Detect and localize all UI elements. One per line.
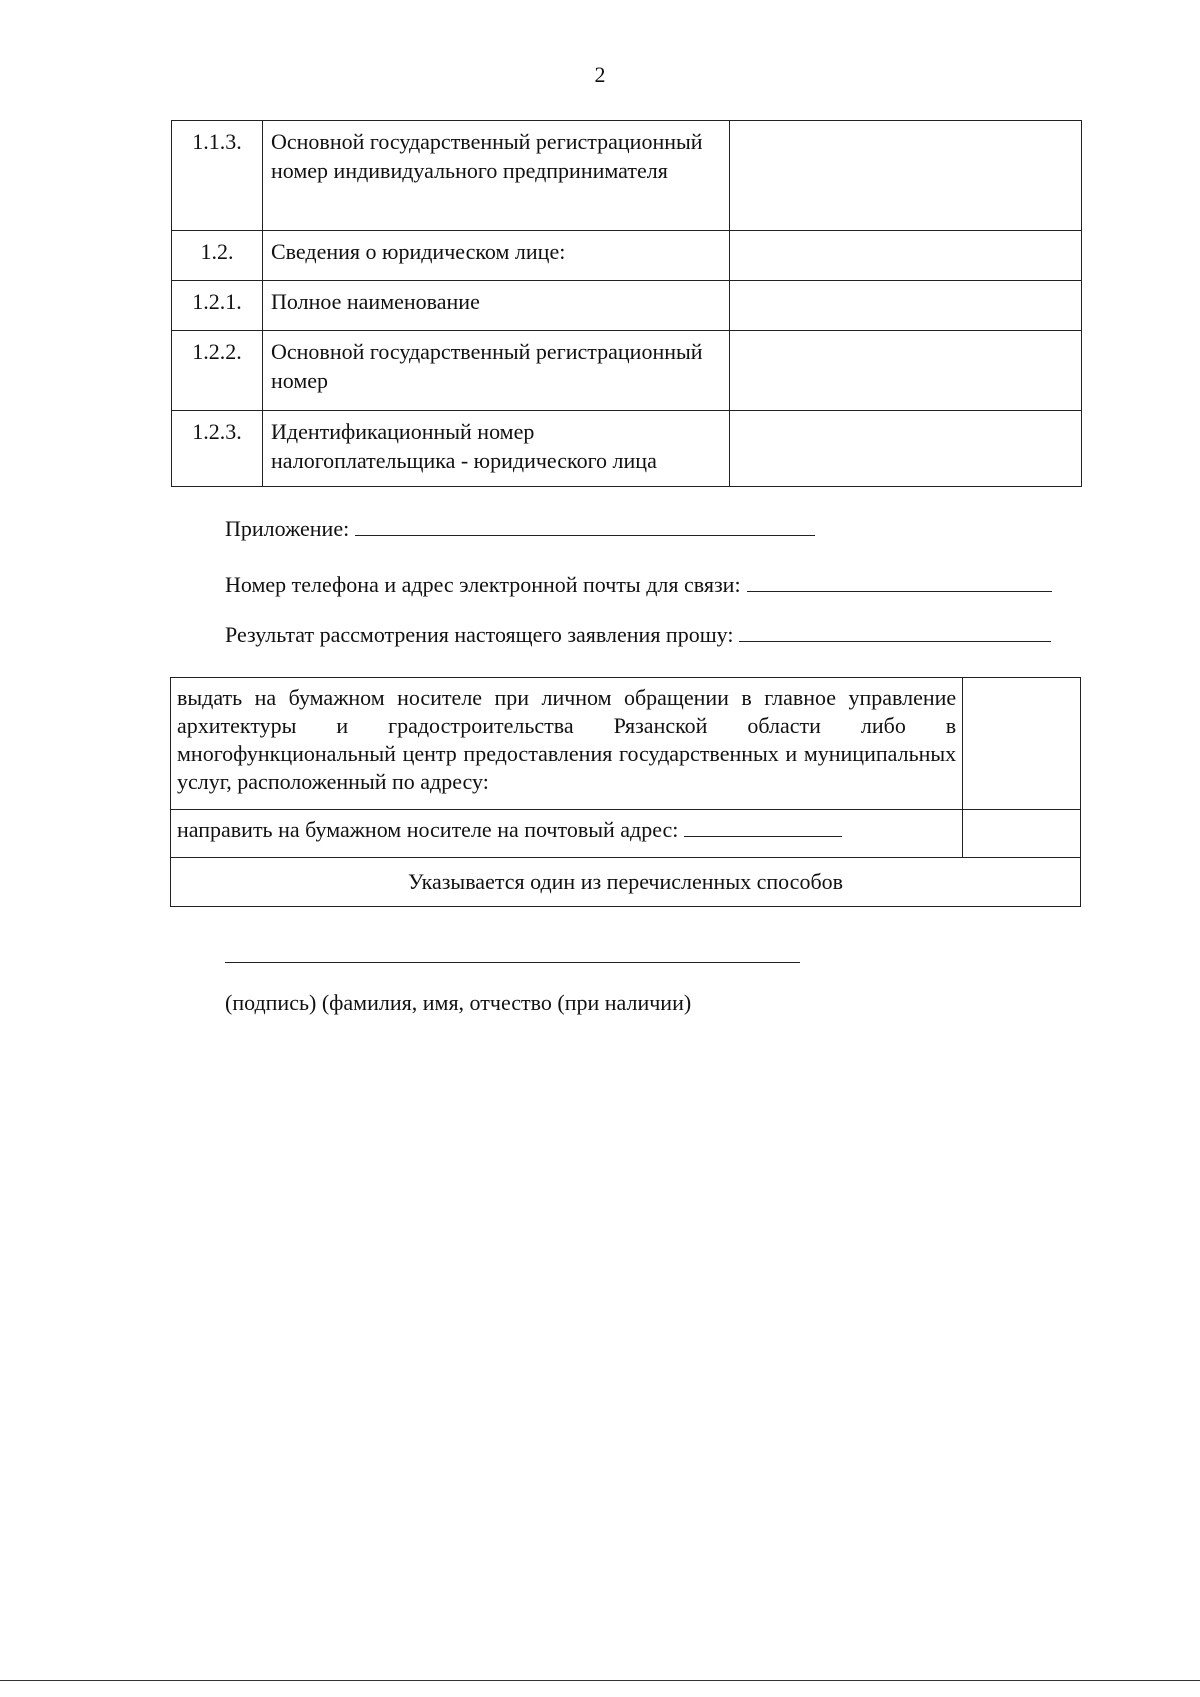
applicant-info-table bbox=[171, 120, 1082, 487]
attachment-label: Приложение: bbox=[225, 516, 350, 541]
row-number: 1.2. bbox=[172, 231, 263, 281]
option-in-person-checkbox[interactable] bbox=[963, 678, 1081, 810]
signature-input[interactable] bbox=[225, 962, 800, 963]
postal-address-input[interactable] bbox=[684, 818, 842, 837]
row-label: Идентификационный номер налогоплательщика - юридического лица bbox=[263, 411, 730, 487]
contact-line bbox=[225, 571, 1052, 598]
table-row bbox=[171, 858, 1081, 907]
row-value-field[interactable] bbox=[730, 331, 1082, 411]
signature-caption: (подпись) (фамилия, имя, отчество (при наличии) bbox=[225, 990, 692, 1015]
row-value-field[interactable] bbox=[730, 231, 1082, 281]
contact-label: Номер телефона и адрес электронной почты для связи: bbox=[225, 572, 741, 597]
page-number: 2 bbox=[594, 62, 606, 87]
option-mail-checkbox[interactable] bbox=[963, 810, 1081, 858]
method-note: Указывается один из перечисленных способов bbox=[171, 858, 1081, 907]
row-value-field[interactable] bbox=[730, 121, 1082, 231]
row-value-field[interactable] bbox=[730, 411, 1082, 487]
result-input[interactable] bbox=[739, 621, 1051, 642]
result-label: Результат рассмотрения настоящего заявления прошу: bbox=[225, 622, 734, 647]
option-in-person-text: выдать на бумажном носителе при личном обращении в главное управление архитектуры и градостроительства Рязанской области либо в многофункциональный центр предоставления государственных и муниципальных услуг, расположенный по адресу: bbox=[171, 678, 963, 810]
table-row bbox=[171, 810, 1081, 858]
option-mail-text: направить на бумажном носителе на почтовый адрес: bbox=[177, 817, 679, 842]
row-label: Полное наименование bbox=[263, 281, 730, 331]
contact-input[interactable] bbox=[747, 571, 1052, 592]
result-method-table bbox=[170, 677, 1081, 907]
table-row bbox=[171, 678, 1081, 810]
result-line bbox=[225, 621, 1051, 648]
table-row bbox=[172, 331, 1082, 411]
option-mail-row bbox=[171, 810, 963, 858]
bottom-divider bbox=[0, 1680, 1200, 1681]
attachment-input[interactable] bbox=[355, 515, 815, 536]
row-label: Сведения о юридическом лице: bbox=[263, 231, 730, 281]
row-label: Основной государственный регистрационный номер bbox=[263, 331, 730, 411]
row-number: 1.2.3. bbox=[172, 411, 263, 487]
row-value-field[interactable] bbox=[730, 281, 1082, 331]
row-number: 1.2.1. bbox=[172, 281, 263, 331]
row-label: Основной государственный регистрационный номер индивидуального предпринимателя bbox=[263, 121, 730, 231]
table-row bbox=[172, 281, 1082, 331]
table-row bbox=[172, 411, 1082, 487]
row-number: 1.2.2. bbox=[172, 331, 263, 411]
attachment-line bbox=[225, 515, 815, 542]
table-row bbox=[172, 231, 1082, 281]
row-number: 1.1.3. bbox=[172, 121, 263, 231]
table-row bbox=[172, 121, 1082, 231]
